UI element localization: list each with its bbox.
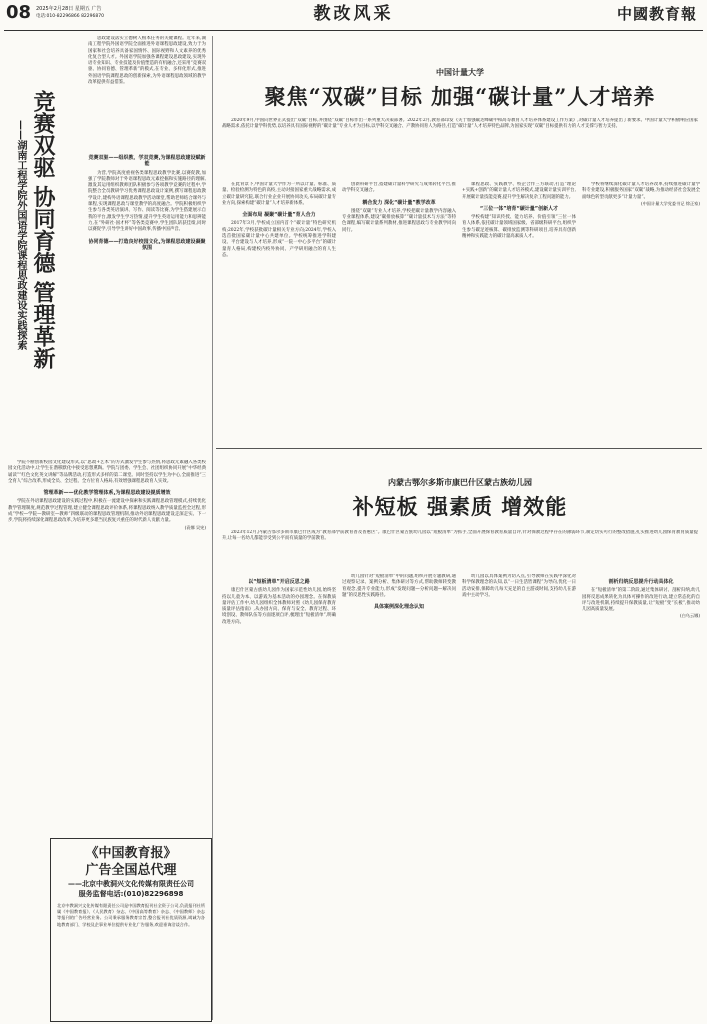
left-sec3-body: 学院在外语课程思政建设的实践过程中,积极在一流建设中探索和实践课程思政管理模式,持续优化教学管理制度,规范教学过程管理,建立健全课程思政评价体系,将课程思政纳入教学质量监控全过程,形成“学校—学院—教研室—教师”四级联动的课程思政管理机制,推动外语课程思政建设走深走实。下一步,学院将持续深化课程思政改革,为培养更多堪当民族复兴重任的时代新人贡献力量。 xyxy=(8,499,206,524)
top-kicker: 中国计量大学 xyxy=(436,68,484,77)
bottom-col2-body: 幼儿园针对“短板清单”中的问题,组织开展专题教研,通过观察记录、案例分析、集体研讨等方式,帮助教师转变教育观念,提升专业能力,形成“发现问题—分析问题—解决问题”的反思性实践路径。 xyxy=(342,574,456,598)
bottom-title: 补短板 强素质 增效能 xyxy=(352,494,568,519)
top-lead-text: 2020年9月,中国向世界正式提出“双碳”目标,并围绕“双碳”目标作出一系列重大决策部署。2022年2月,教育部印发《关于加强碳达峰碳中和高等教育人才培养体系建设工作方案》,对碳计量人才培养提出了新要求。中国计量大学积极响应国家战略需求,依托计量学科优势,以培养具有国际视野的“碳计量”专业人才为目标,以学科交叉融合、产教协同育人为路径,打造“碳计量”人才培养特色品牌,为国家实现“双碳”目标提供有力的人才支撑与智力支持。 xyxy=(222,118,698,130)
left-sec1-heading: 竞赛双驱——组织教、学双竞赛,为课程思政建设赋新能 xyxy=(88,155,206,168)
top-col3-text: 课程思政、实践教学、校企合作三方联动,打造“理论+实践+创新”的碳计量人才培养模式,建设碳计量实训平台,开展碳计量技能竞赛,提升学生解决复杂工程问题的能力。 xyxy=(462,182,576,200)
ad-line3: ——北京中教洞兴文化传媒有限责任公司 xyxy=(68,880,194,888)
left-sec1-body: 为营,学院高度重视各类课程思政教学比赛,以赛促教,加强了学院教师对于外语课程思政元素挖掘和实施路径的理解,激发其运用组织教师团队积极参与各项教学竞赛的过程中,学院整合全员教研学习优秀课程思政设计案例,撰写课程思政教学设计,建构外语课程思政教学活动课堂,帮助老师结合课外与课程,实现课程思政与课堂教学的高度融合。学院积极组织学生参与各类英语演讲、写作、阅读等比赛,为学生搭建展示自我的平台,激发学生学习热情,提升学生英语运用能力和思辨能力,在“外研社·国才杯”等各类竞赛中,学生团队斩获佳绩,同时以赛促学,引导学生讲好中国故事,传播中国声音。 xyxy=(88,170,206,233)
top-col1-body: 2017年3月,学校成立国内首个“碳计量”特色研究机构;2022年,学校获批碳计量相关专业方向;2024年,学校入选首批国家碳计量中心共建单位。学校统筹推进学科建设、平台建设与人才培养,形成“一院一中心多平台”的碳计量育人格局,构建校内校外协同、产学研用融合的育人生态。 xyxy=(222,221,336,258)
top-col3-body: 学校构建“知识传授、能力培养、价值引领”三位一体育人体系,依托碳计量领域国家级、省部级科研平台,组织学生参与碳足迹核算、碳排放监测等科研项目,培养具有创新精神和实践能力的碳计量高素质人才。 xyxy=(462,215,576,240)
date-line: 2025年2月28日 星期五 广告 xyxy=(36,6,102,12)
ad-line1: 《中国教育报》 xyxy=(85,846,177,861)
top-lead xyxy=(222,118,698,176)
bottom-lead-text: 2023年12月,内蒙古鄂尔多斯市康巴什区成为“教育部学前教育普及普惠区”。康巴什区蒙古族幼儿园以“短板清单”为抓手,全面开展保育教育质量自评,针对保教过程中存在的薄弱环节,制定切实可行的整改措施,扎实推进幼儿园保育教育质量提升,让每一名幼儿都能享受到公平而有质量的学前教育。 xyxy=(222,530,698,542)
top-col4-text: 学校将继续深化碳计量人才培养改革,持续推进碳计量学科专业建设,积极服务国家“双碳”战略,为推动经济社会发展全面绿色转型贡献更多“计量力量”。 xyxy=(582,182,700,200)
ad-box xyxy=(50,838,212,1022)
bottom-col4-heading: 剖析归纳反思提升行动具体化 xyxy=(608,579,674,585)
left-sec3-heading: 管理革新——优化教学管理体系,为课程思政建设提质增效 xyxy=(43,490,171,497)
ad-phone: 服务监督电话:(010)82296898 xyxy=(78,890,184,898)
bottom-col1 xyxy=(222,574,336,1018)
top-col3-heading: “三位一体”培育“碳计量”创新人才 xyxy=(479,205,559,212)
header-rule xyxy=(4,30,703,31)
page-number: 08 xyxy=(6,2,32,23)
bottom-col4-body: 在“短板清单”的第二阶段,通过集体研讨、剖析归纳,幼儿园将反思成果转化为具体可操作的改进行动,建立常态化的自评与改进机制,持续提升保教质量,让“短板”变“长板”,推动幼儿园高质量发展。 xyxy=(582,588,700,613)
top-col1 xyxy=(222,182,336,444)
newspaper-logo: 中國教育報 xyxy=(616,5,697,23)
top-author: (中国计量大学党委书记 徐正家) xyxy=(640,200,700,206)
top-col1-text: 在此背景下,中国计量大学作为一所以计量、标准、质量、检验检测为特色的高校,主动对接国家重大战略需求,成立碳计量研究院,联合行业企业开展协同攻关,布局碳计量专业方向,探索构建“碳计量”人才培养新体系。 xyxy=(222,182,336,206)
top-col2-text: 创新科研平台,搭建碳计量科学研究与成果转化平台,推动学科交叉融合。 xyxy=(342,182,456,194)
bottom-lead xyxy=(222,530,698,570)
bottom-col1-body: 康巴什区蒙古族幼儿园作为国家示范性幼儿园,始终坚持以儿童为本、以游戏为基本活动的办园理念。在保教质量评估工作中,幼儿园组织全体教师对照《幼儿园保育教育质量评估指南》,从办园方向、保育与安全、教育过程、环境创设、教师队伍等方面逐项自评,梳理出“短板清单”,明确改进方向。 xyxy=(222,588,336,625)
top-col1-heading: 全面布局 凝聚“碳计量”育人合力 xyxy=(242,212,316,219)
top-col2-heading: 耦合发力 深化“碳计量”教学改革 xyxy=(362,199,436,206)
bottom-author: (白乌云娜) xyxy=(679,613,700,619)
left-sec2-heading: 协同育德——打造良好校园文化,为课程思政建设凝聚氛围 xyxy=(88,238,206,251)
contact-line: 电话:010-82296866 82296870 xyxy=(36,14,104,19)
left-intro xyxy=(88,36,206,146)
top-col4 xyxy=(582,182,700,444)
bottom-kicker: 内蒙古鄂尔多斯市康巴什区蒙古族幼儿园 xyxy=(388,478,532,487)
bottom-col4 xyxy=(582,574,700,1018)
bottom-col3 xyxy=(462,574,576,1018)
top-col2-body: 围绕“双碳”专业人才培养,学校把碳计量教学内容融入专业课程体系,建设“碳排放核算”“碳计量技术与方法”等特色课程,编写碳计量系列教材,推进课程思政与专业教学同向同行。 xyxy=(342,208,456,233)
left-col-upper xyxy=(88,150,206,450)
top-col2 xyxy=(342,182,456,444)
left-article-title: 竞赛双驱 协同育德 管理革新 xyxy=(30,90,56,370)
bottom-col2 xyxy=(342,574,456,1018)
top-col3 xyxy=(462,182,576,444)
ad-line2: 广告全国总代理 xyxy=(85,863,177,878)
section-title: 教改风采 xyxy=(313,4,394,24)
top-title: 聚焦“双碳”目标 加强“碳计量”人才培养 xyxy=(264,84,656,109)
bottom-col3-body: 幼儿园以具体案例为切入点,引导教师在实践中深化对科学保教理念的认知,以“一日生活皆课程”为导向,优化一日活动安排,保障幼儿每天充足的自主游戏时间,支持幼儿在游戏中主动学习。 xyxy=(462,574,576,598)
bottom-col1-heading: 以“短板清单”开启反思之路 xyxy=(248,579,310,585)
left-sec2-body: 学院不断创新校园文化建设形式,以“思政+艺术”的方式激发学生参与热情,将思政元素融入各类校园文化活动中,让学生在潜移默化中接受思想熏陶。学院与团委、学生会、社团组织协同开展“中华经典诵读”“红色文化英文讲解”等品牌活动,打造形式多样的第二课堂。同时坚持以学生为中心,全面推进“三全育人”综合改革,形成全员、全过程、全方位育人格局,有效增强课程思政育人实效。 xyxy=(8,460,206,484)
left-author: (袁娜 吴宪) xyxy=(184,524,206,530)
article-divider xyxy=(216,448,702,449)
ad-body: 北京中教洞兴文化传媒有限责任公司是中国教育报刊社全资子公司,负责报刊社所属《中国教育报》、《人民教育》杂志、《中国高等教育》杂志、《中国教师》杂志等报刊的广告经营业务。公司秉承服务教育宗旨,整合报刊社优质资源,竭诚为各地教育部门、学校及企事业单位提供专业化广告服务,欢迎垂询洽谈合作。 xyxy=(57,903,205,927)
page-header xyxy=(0,0,707,30)
bottom-col2-heading: 具体案例深化理念认知 xyxy=(373,604,424,611)
column-divider xyxy=(212,36,213,1020)
left-col-lower xyxy=(8,460,206,865)
left-article-subtitle: ——湖南工程学院外国语学院课程思政建设实践探索 xyxy=(15,120,26,350)
left-intro-text: 思政建设落实立德树人根本任务的关键课程。近年来,湖南工程学院外国语学院全面推进外语课程思政建设,致力于为国家和社会培养具备家国情怀、国际视野和人文素养的优秀化复合型人才。外国语学院加强各课程建设思政建设,实现外语专业知识、专业技能及价值塑造的有机融合,还采用“竞赛双驱、协同育德、管理革新”的模式,在专业、多样化形式,推进外国语学院课程思政的创新探索,为外语课程思政领域的教学改革提供有益借鉴。 xyxy=(88,36,206,86)
